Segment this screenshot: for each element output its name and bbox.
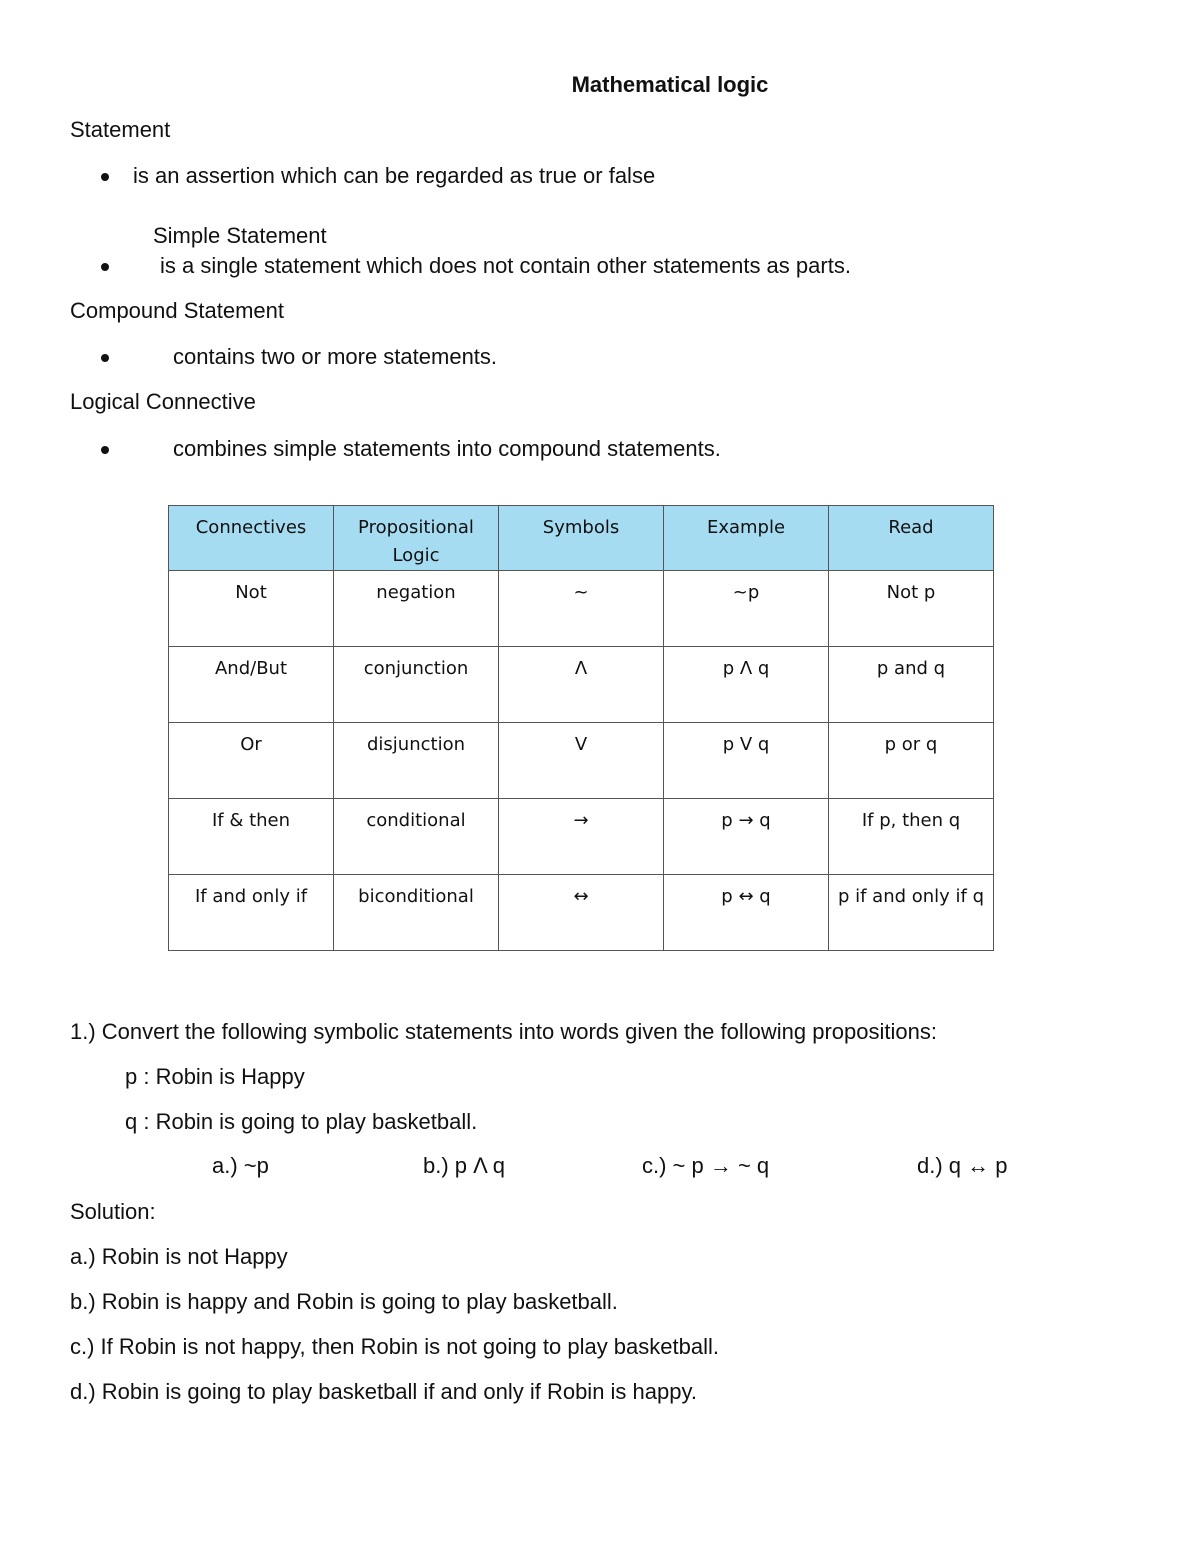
cell-connective: If and only if bbox=[169, 875, 334, 951]
cell-symbol: Λ bbox=[499, 647, 664, 723]
cell-logic: conjunction bbox=[334, 647, 499, 723]
page-title: Mathematical logic bbox=[571, 72, 769, 97]
cell-example: p → q bbox=[664, 799, 829, 875]
cell-example: ~p bbox=[664, 571, 829, 647]
exercise-question: 1.) Convert the following symbolic statements into words given the following propositions: bbox=[70, 1019, 937, 1044]
cell-symbol: → bbox=[499, 799, 664, 875]
logical-connective-definition: combines simple statements into compound statements. bbox=[173, 436, 721, 461]
cell-connective: And/But bbox=[169, 647, 334, 723]
logical-connective-heading: Logical Connective bbox=[70, 389, 256, 414]
cell-symbol: ↔ bbox=[499, 875, 664, 951]
answer-b: b.) Robin is happy and Robin is going to play basketball. bbox=[70, 1289, 618, 1314]
bullet-icon bbox=[101, 354, 109, 362]
answer-a: a.) Robin is not Happy bbox=[70, 1244, 288, 1269]
table-header-row bbox=[169, 506, 994, 571]
cell-read: Not p bbox=[829, 571, 994, 647]
cell-symbol: ~ bbox=[499, 571, 664, 647]
cell-logic: disjunction bbox=[334, 723, 499, 799]
statement-definition: is an assertion which can be regarded as true or false bbox=[133, 163, 656, 188]
cell-symbol: V bbox=[499, 723, 664, 799]
cell-connective: If & then bbox=[169, 799, 334, 875]
header-symbols: Symbols bbox=[499, 506, 664, 571]
cell-example: p ↔ q bbox=[664, 875, 829, 951]
cell-read: If p, then q bbox=[829, 799, 994, 875]
table-row bbox=[169, 571, 994, 647]
header-read: Read bbox=[829, 506, 994, 571]
cell-connective: Or bbox=[169, 723, 334, 799]
proposition-q: q : Robin is going to play basketball. bbox=[125, 1109, 478, 1134]
compound-statement-heading: Compound Statement bbox=[70, 298, 285, 323]
option-c: c.) ~ p → ~ q bbox=[642, 1153, 770, 1178]
cell-logic: conditional bbox=[334, 799, 499, 875]
simple-statement-definition: is a single statement which does not contain other statements as parts. bbox=[160, 253, 851, 278]
table-row bbox=[169, 723, 994, 799]
cell-read: p if and only if q bbox=[829, 875, 994, 951]
cell-example: p Λ q bbox=[664, 647, 829, 723]
simple-statement-heading: Simple Statement bbox=[153, 223, 327, 248]
cell-logic: biconditional bbox=[334, 875, 499, 951]
option-b: b.) p Λ q bbox=[423, 1153, 505, 1178]
compound-statement-definition: contains two or more statements. bbox=[173, 344, 498, 369]
table-row bbox=[169, 875, 994, 951]
cell-logic: negation bbox=[334, 571, 499, 647]
cell-read: p and q bbox=[829, 647, 994, 723]
option-d: d.) q ↔ p bbox=[917, 1153, 1008, 1178]
answer-d: d.) Robin is going to play basketball if and only if Robin is happy. bbox=[70, 1379, 697, 1404]
header-connectives: Connectives bbox=[169, 506, 334, 571]
table-row bbox=[169, 799, 994, 875]
cell-connective: Not bbox=[169, 571, 334, 647]
connectives-table bbox=[168, 505, 994, 951]
bullet-icon bbox=[101, 173, 109, 181]
bullet-icon bbox=[101, 446, 109, 454]
statement-heading: Statement bbox=[70, 117, 171, 142]
proposition-p: p : Robin is Happy bbox=[125, 1064, 305, 1089]
header-propositional-logic: Propositional Logic bbox=[334, 506, 499, 571]
cell-example: p V q bbox=[664, 723, 829, 799]
option-a: a.) ~p bbox=[212, 1153, 269, 1178]
table-row bbox=[169, 647, 994, 723]
solution-label: Solution: bbox=[70, 1199, 156, 1224]
bullet-icon bbox=[101, 263, 109, 271]
header-example: Example bbox=[664, 506, 829, 571]
answer-c: c.) If Robin is not happy, then Robin is not going to play basketball. bbox=[70, 1334, 719, 1359]
cell-read: p or q bbox=[829, 723, 994, 799]
